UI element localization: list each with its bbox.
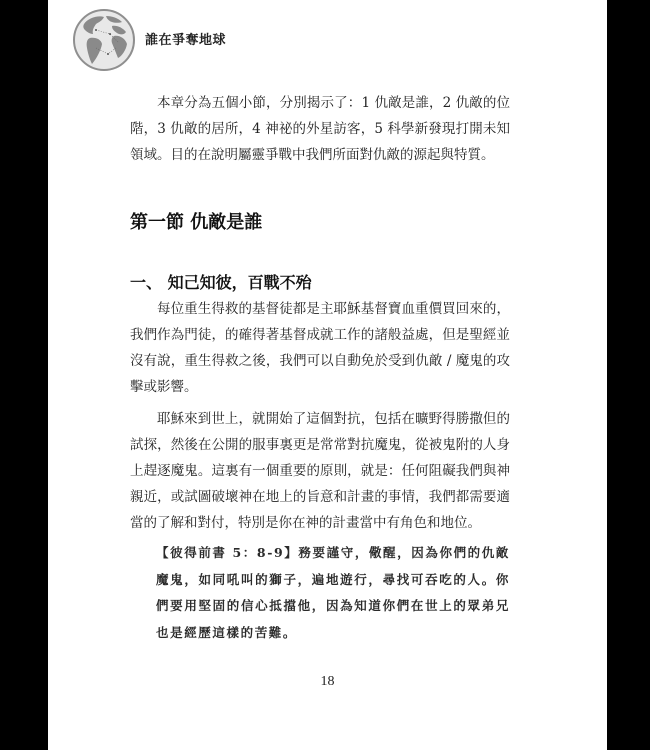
book-title: 誰在爭奪地球 xyxy=(145,33,227,48)
scripture-quote: 【彼得前書 5：8-9】務要謹守，儆醒，因為你們的仇敵魔鬼，如同吼叫的獅子，遍地遊行，尋找可吞吃的人。你們要用堅固的信心抵擋他，因為知道你們在世上的眾弟兄也是經歷這樣的苦難。 xyxy=(156,545,510,640)
intro-paragraph: 本章分為五個小節，分別揭示了：1 仇敵是誰，2 仇敵的位階，3 仇敵的居所，4 神祕的外星訪客，5 科學新發現打開未知領域。目的在說明屬靈爭戰中我們所面對仇敵的源起與特質。 xyxy=(130,95,510,163)
subsection-title: 一、 知己知彼，百戰不殆 xyxy=(130,273,312,292)
globe-icon xyxy=(72,8,136,72)
page-header xyxy=(48,0,607,80)
body-paragraph: 每位重生得救的基督徒都是主耶穌基督寶血重價買回來的，我們作為門徒，的確得著基督成就工作的諸般益處，但是聖經並沒有說，重生得救之後，我們可以自動免於受到仇敵 / 魔鬼的攻擊或影響。 xyxy=(130,301,510,395)
page-number: 18 xyxy=(320,674,335,689)
book-page xyxy=(48,0,607,750)
page-content xyxy=(130,90,510,640)
body-paragraph: 耶穌來到世上，就開始了這個對抗，包括在曠野得勝撒但的試探，然後在公開的服事裏更是常常對抗魔鬼，從被鬼附的人身上趕逐魔鬼。這裏有一個重要的原則，就是：任何阻礙我們與神親近，或試圖破壞神在地上的旨意和計畫的事情，我們都需要適當的了解和對付，特別是你在神的計畫當中有角色和地位。 xyxy=(130,411,510,531)
section-title: 第一節 仇敵是誰 xyxy=(130,212,263,233)
